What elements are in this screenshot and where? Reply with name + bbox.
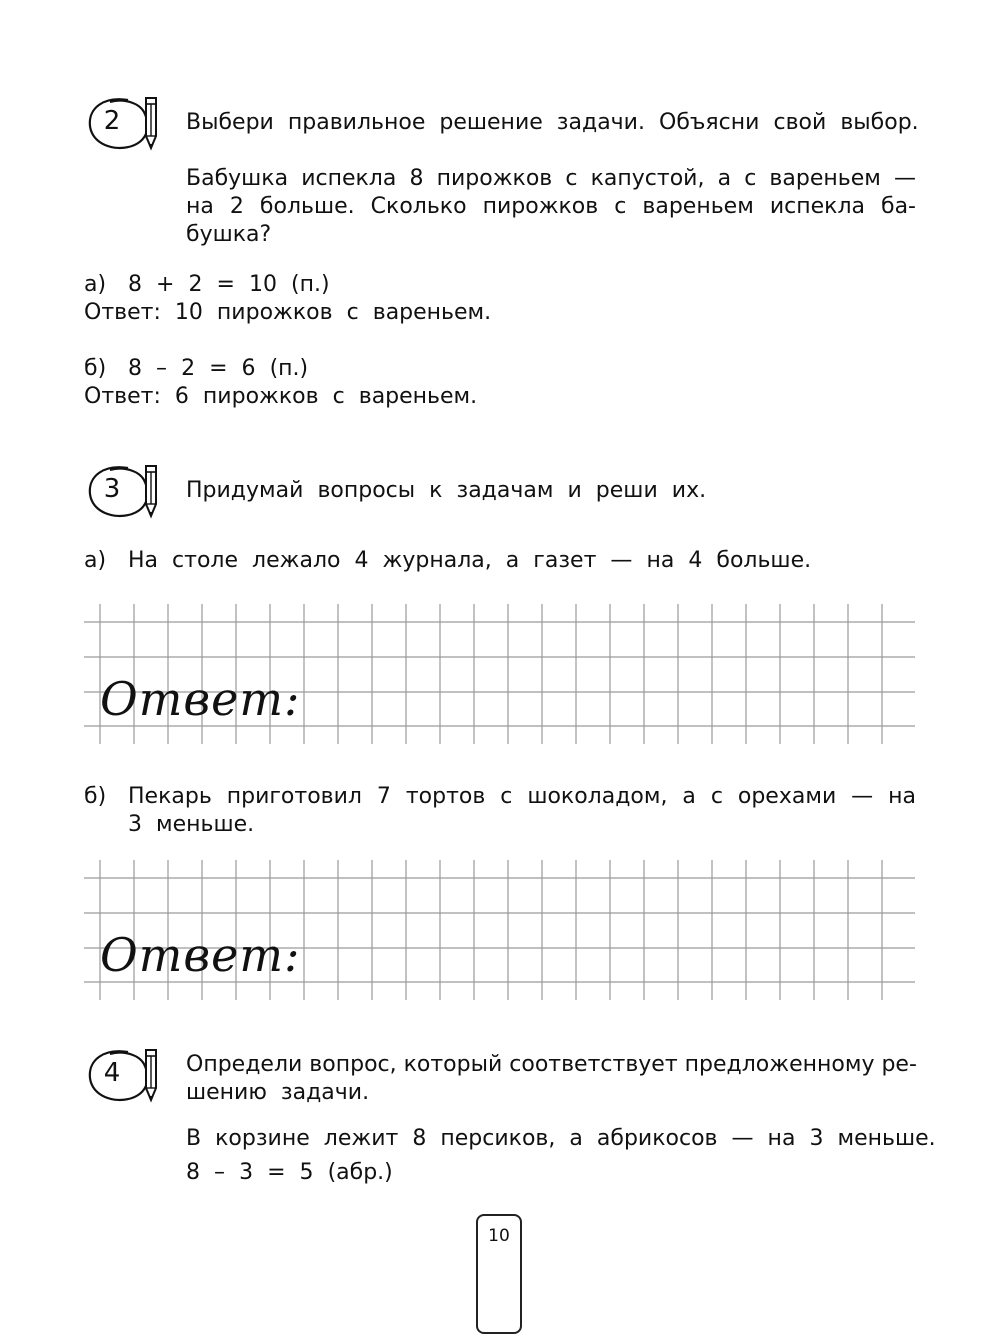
task-4-instruction-line: шению задачи. <box>186 1080 370 1105</box>
part-a-marker: а) <box>84 548 107 573</box>
task-2-badge <box>84 90 164 160</box>
part-b-marker: б) <box>84 784 107 809</box>
answer-label-a: Ответ: <box>100 672 301 726</box>
problem-line: Бабушка испекла 8 пирожков с капустой, а с вареньем — <box>186 166 916 191</box>
pencil-icon <box>146 98 156 148</box>
option-b-answer: Ответ: 6 пирожков с вареньем. <box>84 384 478 409</box>
task-4-problem: В корзине лежит 8 персиков, а абрикосов — на 3 меньше. <box>186 1126 936 1151</box>
task-2-instruction: Выбери правильное решение задачи. Объясни свой выбор. <box>186 110 919 135</box>
task-number: 4 <box>103 1058 121 1088</box>
problem-line: бушка? <box>186 222 272 247</box>
answer-label-b: Ответ: <box>100 928 301 982</box>
pencil-icon <box>146 1050 156 1100</box>
option-a-marker: а) <box>84 272 107 297</box>
task-4-badge <box>84 1042 164 1112</box>
option-b-expression: 8 – 2 = 6 (п.) <box>128 356 309 381</box>
page-number-tab <box>476 1214 522 1334</box>
option-a-expression: 8 + 2 = 10 (п.) <box>128 272 330 297</box>
part-b-line: Пекарь приготовил 7 тортов с шоколадом, а с орехами — на <box>128 784 916 809</box>
part-a-text: На столе лежало 4 журнала, а газет — на 4 больше. <box>128 548 812 573</box>
pencil-icon <box>146 466 156 516</box>
part-b-line: 3 меньше. <box>128 812 255 837</box>
option-a-answer: Ответ: 10 пирожков с вареньем. <box>84 300 492 325</box>
option-b-marker: б) <box>84 356 107 381</box>
task-3-instruction: Придумай вопросы к задачам и реши их. <box>186 478 707 503</box>
task-3-badge <box>84 458 164 528</box>
task-number: 2 <box>103 106 121 136</box>
task-number: 3 <box>103 474 121 504</box>
task-4-expression: 8 – 3 = 5 (абр.) <box>186 1160 393 1185</box>
page-number: 10 <box>488 1226 510 1246</box>
task-4-instruction-line: Определи вопрос, который соответствует предложенному ре- <box>186 1052 917 1077</box>
problem-line: на 2 больше. Сколько пирожков с вареньем испекла ба- <box>186 194 916 219</box>
